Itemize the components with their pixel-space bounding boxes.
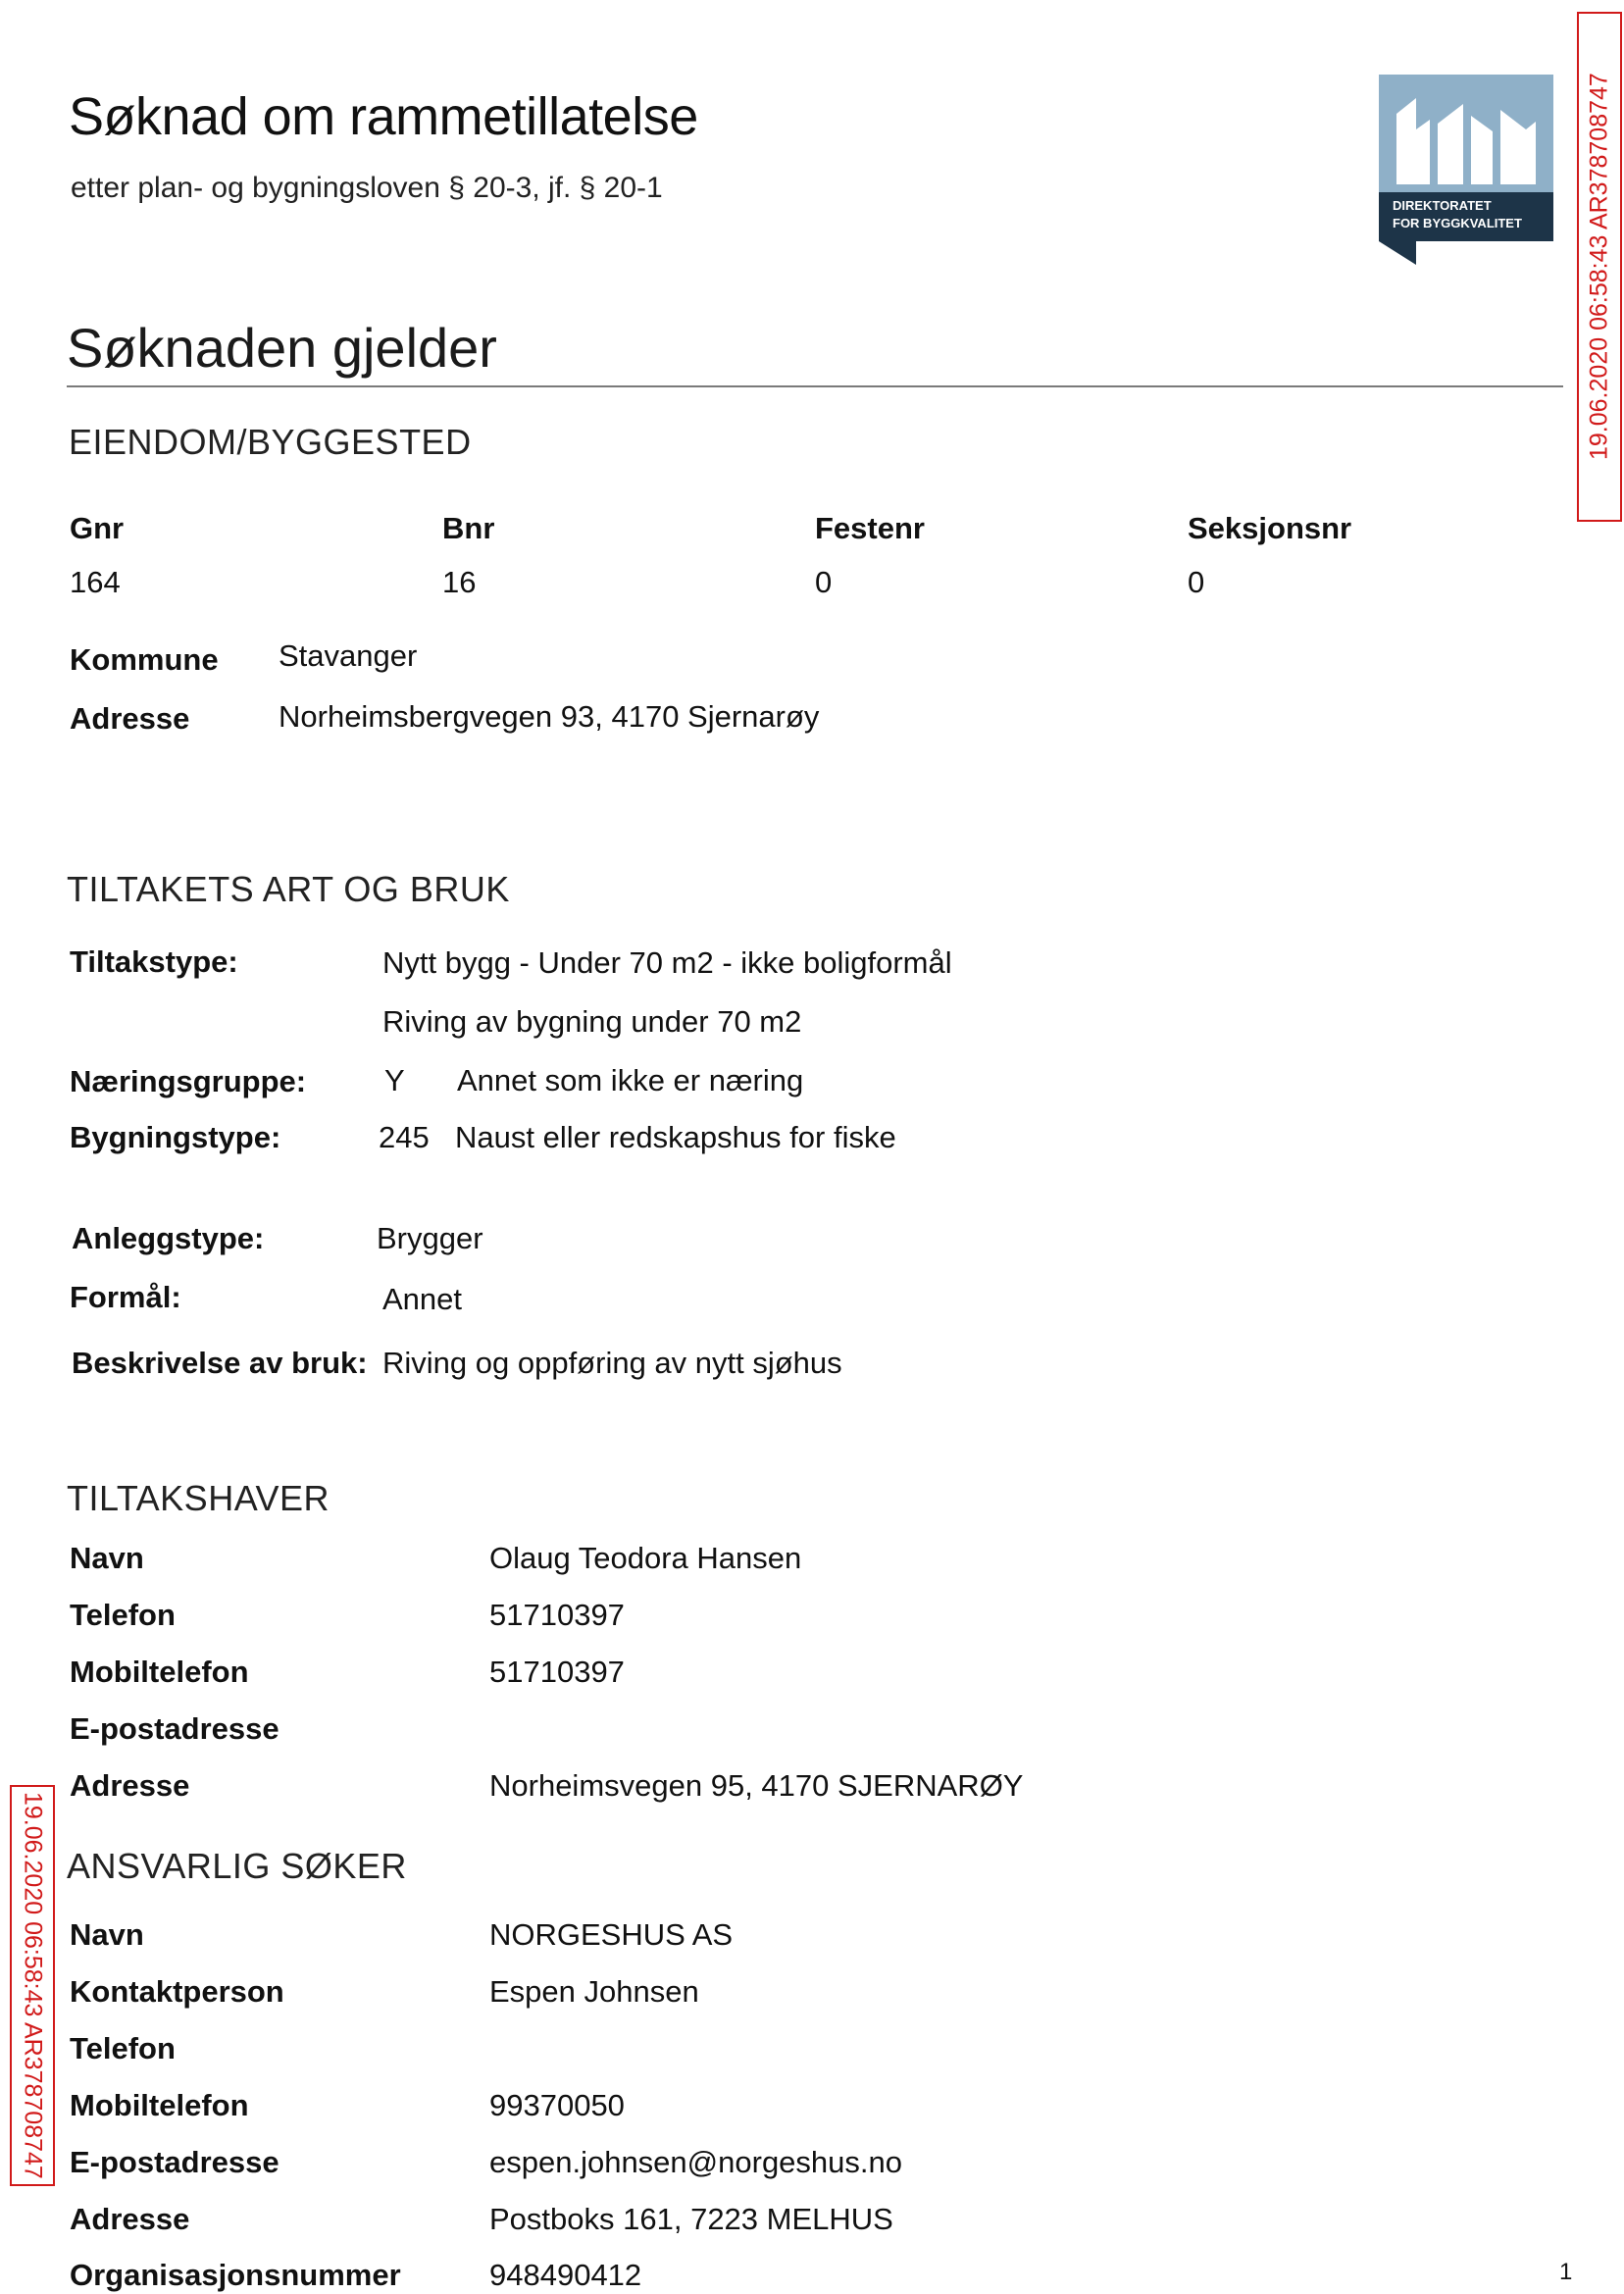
timestamp-stamp-bottom: 19.06.2020 06:58:43 AR378708747 xyxy=(10,1785,55,2186)
tiltakshaver-label-epost: E-postadresse xyxy=(70,1711,279,1746)
section-ansvarlig-soker: ANSVARLIG SØKER xyxy=(67,1846,407,1886)
label-bygningstype: Bygningstype: xyxy=(70,1120,281,1154)
label-kommune: Kommune xyxy=(70,642,219,677)
label-adresse: Adresse xyxy=(70,701,190,736)
section-heading-soknaden: Søknaden gjelder xyxy=(67,317,497,379)
logo-text-line1: DIREKTORATET xyxy=(1393,198,1492,213)
ansvarlig-label-kontaktperson: Kontaktperson xyxy=(70,1974,284,2009)
value-tiltakstype-1: Nytt bygg - Under 70 m2 - ikke boligformål xyxy=(382,945,952,980)
section-tiltakets-art: TILTAKETS ART OG BRUK xyxy=(67,869,510,909)
value-festenr: 0 xyxy=(815,565,833,599)
ansvarlig-label-mobiltelefon: Mobiltelefon xyxy=(70,2088,249,2122)
document-subtitle: etter plan- og bygningsloven § 20-3, jf. § 20-1 xyxy=(71,172,663,204)
ansvarlig-value-adresse: Postboks 161, 7223 MELHUS xyxy=(489,2202,893,2236)
label-tiltakstype: Tiltakstype: xyxy=(70,944,238,979)
tiltakshaver-value-adresse: Norheimsvegen 95, 4170 SJERNARØY xyxy=(489,1768,1024,1803)
ansvarlig-label-adresse: Adresse xyxy=(70,2202,190,2236)
value-anleggstype: Brygger xyxy=(377,1221,483,1255)
label-anleggstype: Anleggstype: xyxy=(72,1221,265,1255)
value-beskrivelse: Riving og oppføring av nytt sjøhus xyxy=(382,1346,842,1380)
ansvarlig-value-navn: NORGESHUS AS xyxy=(489,1917,734,1952)
ansvarlig-value-orgnr: 948490412 xyxy=(489,2258,642,2292)
tiltakshaver-value-telefon: 51710397 xyxy=(489,1598,625,1632)
tiltakshaver-value-navn: Olaug Teodora Hansen xyxy=(489,1541,802,1575)
tiltakshaver-label-adresse: Adresse xyxy=(70,1768,190,1803)
label-gnr: Gnr xyxy=(70,511,125,545)
page-number: 1 xyxy=(1559,2259,1573,2285)
label-seksjonsnr: Seksjonsnr xyxy=(1188,511,1352,545)
value-bygningstype-code: 245 xyxy=(379,1120,430,1154)
value-tiltakstype-2: Riving av bygning under 70 m2 xyxy=(382,1004,802,1039)
timestamp-stamp-top: 19.06.2020 06:58:43 AR378708747 xyxy=(1577,12,1622,522)
label-festenr: Festenr xyxy=(815,511,925,545)
value-naeringsgruppe-code: Y xyxy=(384,1063,405,1097)
document-title: Søknad om rammetillatelse xyxy=(69,87,698,146)
value-seksjonsnr: 0 xyxy=(1188,565,1205,599)
value-naeringsgruppe-text: Annet som ikke er næring xyxy=(457,1063,804,1097)
ansvarlig-value-epost: espen.johnsen@norgeshus.no xyxy=(489,2145,902,2179)
ansvarlig-label-navn: Navn xyxy=(70,1917,144,1952)
value-gnr: 164 xyxy=(70,565,121,599)
ansvarlig-label-orgnr: Organisasjonsnummer xyxy=(70,2258,401,2292)
logo-text-line2: FOR BYGGKVALITET xyxy=(1393,216,1522,230)
value-bygningstype-text: Naust eller redskapshus for fiske xyxy=(455,1120,896,1154)
ansvarlig-value-kontaktperson: Espen Johnsen xyxy=(489,1974,699,2009)
label-naeringsgruppe: Næringsgruppe: xyxy=(70,1064,307,1098)
ansvarlig-value-mobiltelefon: 99370050 xyxy=(489,2088,625,2122)
value-bnr: 16 xyxy=(442,565,477,599)
label-beskrivelse: Beskrivelse av bruk: xyxy=(72,1346,368,1380)
tiltakshaver-value-mobiltelefon: 51710397 xyxy=(489,1655,625,1689)
heading-divider xyxy=(67,385,1563,387)
label-formal: Formål: xyxy=(70,1280,181,1314)
label-bnr: Bnr xyxy=(442,511,495,545)
dibk-logo xyxy=(1379,75,1553,265)
section-eiendom: EIENDOM/BYGGESTED xyxy=(69,422,472,462)
ansvarlig-label-telefon: Telefon xyxy=(70,2031,176,2065)
value-formal: Annet xyxy=(382,1282,463,1316)
section-tiltakshaver: TILTAKSHAVER xyxy=(67,1478,330,1518)
tiltakshaver-label-mobiltelefon: Mobiltelefon xyxy=(70,1655,249,1689)
value-adresse: Norheimsbergvegen 93, 4170 Sjernarøy xyxy=(279,699,820,734)
tiltakshaver-label-telefon: Telefon xyxy=(70,1598,176,1632)
value-kommune: Stavanger xyxy=(279,638,418,673)
tiltakshaver-label-navn: Navn xyxy=(70,1541,144,1575)
ansvarlig-label-epost: E-postadresse xyxy=(70,2145,279,2179)
